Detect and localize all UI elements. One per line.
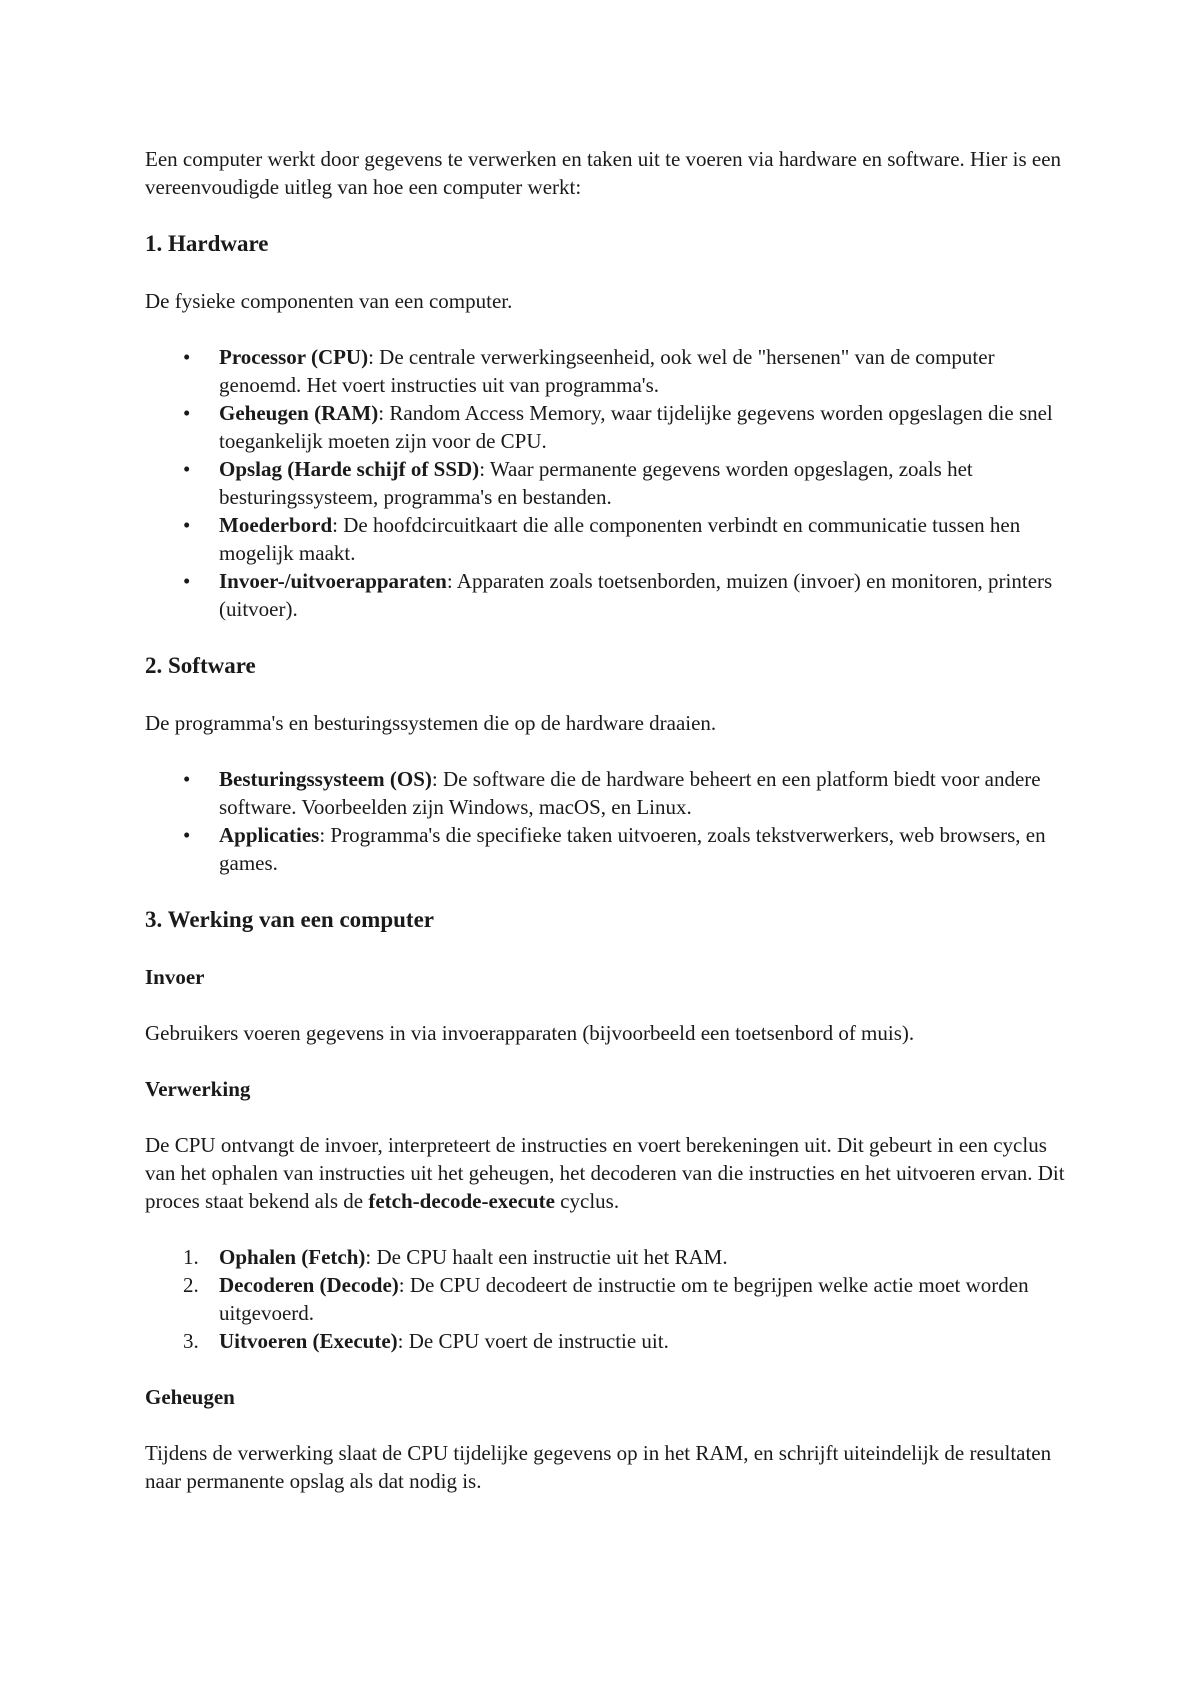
list-item-term: Uitvoeren (Execute) <box>219 1329 398 1353</box>
list-item-term: Invoer-/uitvoerapparaten <box>219 569 447 593</box>
list-item-text: : Waar permanente gegevens worden opgeslagen, zoals het besturingssysteem, programma's en bestanden. <box>219 457 973 509</box>
list-item-term: Besturingssysteem (OS) <box>219 767 432 791</box>
list-item-term: Processor (CPU) <box>219 345 369 369</box>
hardware-description: De fysieke componenten van een computer. <box>145 289 513 313</box>
geheugen-paragraph: Tijdens de verwerking slaat de CPU tijdelijke gegevens op in het RAM, en schrijft uiteindelijk de resultaten naar permanente opslag als dat nodig is. <box>145 1441 1052 1493</box>
list-item <box>219 399 1075 455</box>
list-item <box>219 511 1075 567</box>
list-item <box>219 567 1075 623</box>
hardware-list <box>145 343 1075 623</box>
list-item <box>219 765 1075 821</box>
list-item <box>219 1271 1075 1327</box>
list-item <box>219 343 1075 399</box>
list-item-term: Applicaties <box>219 823 320 847</box>
verwerking-text-before: De CPU ontvangt de invoer, interpreteert de instructies en voert berekeningen uit. Dit gebeurt in een cyclus van het ophalen van instructies uit het geheugen, het decoderen van die instructies en het uitvoeren ervan. Dit proces staat bekend als de <box>145 1133 1065 1213</box>
list-item <box>219 1327 1075 1355</box>
list-item-text: : Apparaten zoals toetsenborden, muizen (invoer) en monitoren, printers (uitvoer). <box>219 569 1053 621</box>
list-item-text: : De hoofdcircuitkaart die alle componenten verbindt en communicatie tussen hen mogelijk maakt. <box>219 513 1021 565</box>
document-page <box>145 145 1075 1523</box>
cycle-steps-list <box>145 1243 1075 1355</box>
list-item-text: : De software die de hardware beheert en een platform biedt voor andere software. Voorbeelden zijn Windows, macOS, en Linux. <box>219 767 1041 819</box>
list-item-text: : De CPU haalt een instructie uit het RAM. <box>365 1245 728 1269</box>
subsection-heading-invoer: Invoer <box>145 965 205 989</box>
section-heading-hardware: 1. Hardware <box>145 231 269 256</box>
list-item-term: Moederbord <box>219 513 333 537</box>
list-item <box>219 821 1075 877</box>
list-item <box>219 455 1075 511</box>
list-item-term: Decoderen (Decode) <box>219 1273 399 1297</box>
verwerking-paragraph <box>145 1131 1075 1215</box>
list-item-text: : De CPU voert de instructie uit. <box>397 1329 669 1353</box>
subsection-heading-verwerking: Verwerking <box>145 1077 251 1101</box>
section-heading-werking: 3. Werking van een computer <box>145 907 434 932</box>
subsection-heading-geheugen: Geheugen <box>145 1385 235 1409</box>
list-item-text: : De CPU decodeert de instructie om te begrijpen welke actie moet worden uitgevoerd. <box>219 1273 1029 1325</box>
software-list <box>145 765 1075 877</box>
list-item-text: : De centrale verwerkingseenheid, ook wel de "hersenen" van de computer genoemd. Het voert instructies uit van programma's. <box>219 345 995 397</box>
list-item-term: Geheugen (RAM) <box>219 401 379 425</box>
list-item <box>219 1243 1075 1271</box>
invoer-paragraph: Gebruikers voeren gegevens in via invoerapparaten (bijvoorbeeld een toetsenbord of muis). <box>145 1021 915 1045</box>
verwerking-text-bold: fetch-decode-execute <box>368 1189 555 1213</box>
list-item-term: Opslag (Harde schijf of SSD) <box>219 457 480 481</box>
list-item-text: : Programma's die specifieke taken uitvoeren, zoals tekstverwerkers, web browsers, en games. <box>219 823 1046 875</box>
list-item-term: Ophalen (Fetch) <box>219 1245 366 1269</box>
verwerking-text-after: cyclus. <box>554 1189 620 1213</box>
software-description: De programma's en besturingssystemen die op de hardware draaien. <box>145 711 717 735</box>
list-item-text: : Random Access Memory, waar tijdelijke gegevens worden opgeslagen die snel toegankelijk moeten zijn voor de CPU. <box>219 401 1053 453</box>
section-heading-software: 2. Software <box>145 653 256 678</box>
intro-paragraph: Een computer werkt door gegevens te verwerken en taken uit te voeren via hardware en software. Hier is een vereenvoudigde uitleg van hoe een computer werkt: <box>145 147 1062 199</box>
